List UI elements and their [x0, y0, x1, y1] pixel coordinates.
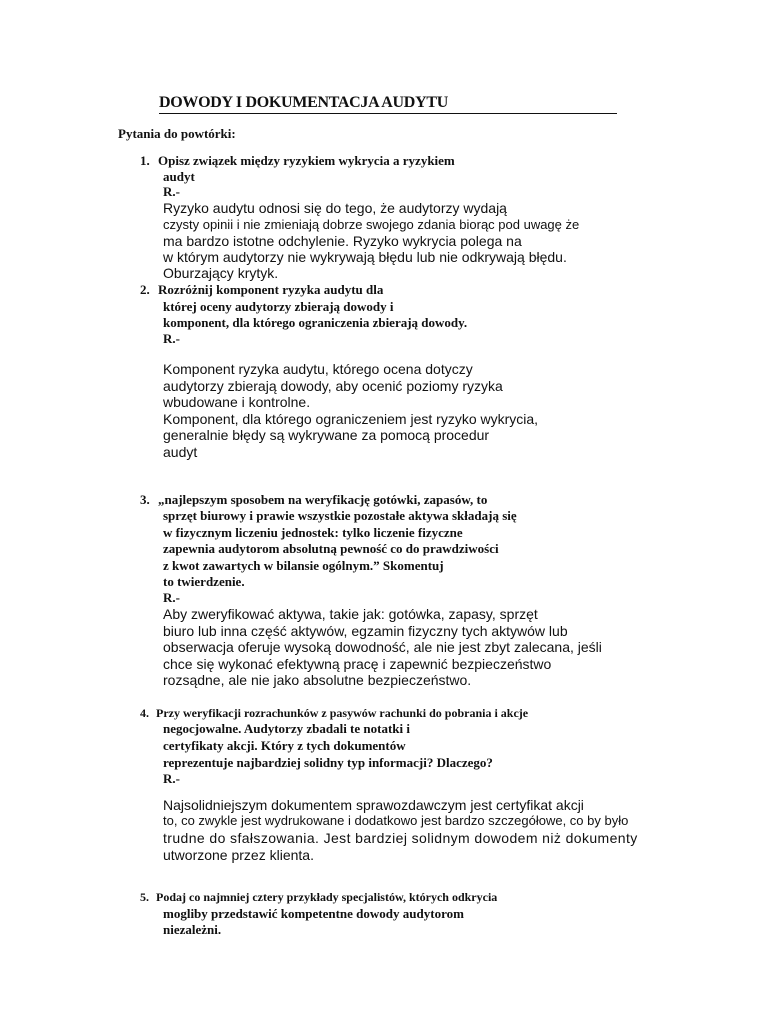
question-number: 2.: [140, 282, 150, 297]
answer-text: Ryzyko audytu odnosi się do tego, że audytorzy wydają: [163, 200, 507, 216]
question-number: 4.: [140, 706, 149, 720]
answer-text: Komponent ryzyka audytu, którego ocena dotyczy: [163, 361, 473, 377]
answer-marker: R.-: [163, 771, 180, 786]
question-text: audyt: [163, 169, 195, 184]
answer-text: Najsolidniejszym dokumentem sprawozdawczym jest certyfikat akcji: [163, 797, 584, 813]
answer-text: trudne do sfałszowania. Jest bardziej solidnym dowodem niż dokumenty: [163, 830, 638, 846]
question-number: 3.: [140, 492, 150, 507]
answer-marker: R.-: [163, 184, 180, 199]
question-text: Przy weryfikacji rozrachunków z pasywów rachunki do pobrania i akcje: [156, 706, 529, 720]
page-title: DOWODY I DOKUMENTACJA AUDYTU: [159, 94, 617, 114]
question-text: komponent, dla którego ograniczenia zbierają dowody.: [163, 315, 468, 330]
answer-text: Oburzający krytyk.: [163, 265, 279, 281]
answer-text: audyt: [163, 444, 198, 460]
question-number: 1.: [140, 153, 150, 168]
answer-text: Komponent, dla którego ograniczeniem jest ryzyko wykrycia,: [163, 411, 539, 427]
question-text: której oceny audytorzy zbierają dowody i: [163, 299, 394, 314]
question-text: Podaj co najmniej cztery przykłady specjalistów, których odkrycia: [156, 890, 498, 904]
answer-text: obserwacja oferuje wysoką dowodność, ale nie jest zbyt zalecana, jeśli: [163, 639, 602, 655]
answer-text: ma bardzo istotne odchylenie. Ryzyko wykrycia polega na: [163, 233, 522, 249]
answer-text: Aby zweryfikować aktywa, takie jak: gotówka, zapasy, sprzęt: [163, 606, 538, 622]
section-heading: Pytania do powtórki:: [118, 126, 236, 141]
question-text: Rozróżnij komponent ryzyka audytu dla: [158, 282, 384, 297]
answer-marker: R.-: [163, 331, 180, 346]
question-text: niezależni.: [163, 922, 222, 937]
answer-text: w którym audytorzy nie wykrywają błędu lub nie odkrywają błędu.: [163, 249, 567, 265]
question-text: certyfikaty akcji. Który z tych dokumentów: [163, 738, 406, 753]
question-text: mogliby przedstawić kompetentne dowody audytorom: [163, 906, 464, 921]
question-text: z kwot zawartych w bilansie ogólnym.” Skomentuj: [163, 558, 444, 573]
question-text: sprzęt biurowy i prawie wszystkie pozostałe aktywa składają się: [163, 508, 517, 523]
answer-text: biuro lub inna część aktywów, egzamin fizyczny tych aktywów lub: [163, 623, 568, 639]
question-text: zapewnia audytorom absolutną pewność co do prawdziwości: [163, 541, 499, 556]
question-text: Opisz związek między ryzykiem wykrycia a ryzykiem: [158, 153, 455, 168]
question-text: negocjowalne. Audytorzy zbadali te notatki i: [163, 721, 410, 736]
question-text: w fizycznym liczeniu jednostek: tylko liczenie fizyczne: [163, 525, 463, 540]
question-text: reprezentuje najbardziej solidny typ informacji? Dlaczego?: [163, 755, 493, 770]
question-text: „najlepszym sposobem na weryfikację gotówki, zapasów, to: [158, 492, 488, 507]
answer-text: utworzone przez klienta.: [163, 847, 314, 863]
answer-text: czysty opinii i nie zmieniają dobrze swojego zdania biorąc pod uwagę że: [163, 217, 580, 232]
answer-text: audytorzy zbierają dowody, aby ocenić poziomy ryzyka: [163, 378, 503, 394]
answer-text: rozsądne, ale nie jako absolutne bezpieczeństwo.: [163, 672, 472, 688]
answer-text: wbudowane i kontrolne.: [163, 394, 311, 410]
answer-text: to, co zwykle jest wydrukowane i dodatkowo jest bardzo szczegółowe, co by było: [163, 813, 629, 828]
answer-text: generalnie błędy są wykrywane za pomocą procedur: [163, 427, 490, 443]
question-number: 5.: [140, 890, 149, 904]
answer-marker: R.-: [163, 590, 180, 605]
question-text: to twierdzenie.: [163, 574, 245, 589]
answer-text: chce się wykonać efektywną pracę i zapewnić bezpieczeństwo: [163, 656, 552, 672]
